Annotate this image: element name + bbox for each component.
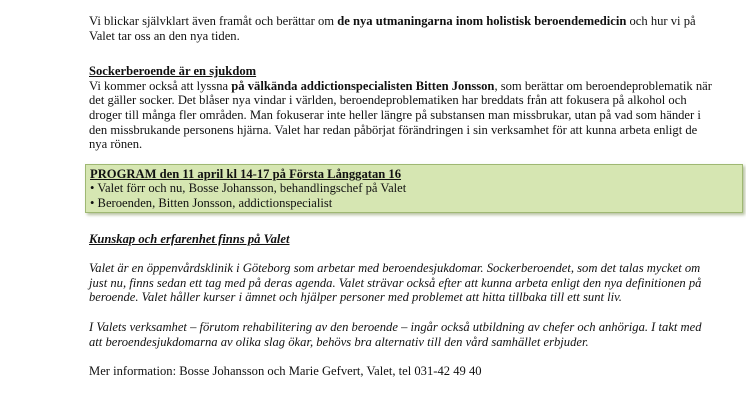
program-box <box>85 164 743 213</box>
press-release-content <box>89 14 714 402</box>
intro-bold-text: de nya utmaningarna inom holistisk beroendemedicin <box>337 14 627 28</box>
sugar-heading: Sockerberoende är en sjukdom <box>89 64 257 79</box>
knowledge-heading: Kunskap och erfarenhet finns på Valet <box>89 231 290 246</box>
sugar-text-after: , som berättar om beroendeproblematik när det gäller socker. Det blåser nya vindar i världen, beroendeproblematiken har breddats från att fokusera på alkohol och droger till många fler områden. Man fokuserar inte heller längre på substansen man missbrukar, utan på vad som händer i den missbrukande personens hjärna. Valet har redan påbörjat förändringen i sin verksamhet för att kunna arbeta enligt de nya rönen. <box>89 78 712 152</box>
program-item: • Valet förr och nu, Bosse Johansson, behandlingschef på Valet <box>90 181 407 196</box>
intro-text-after: och hur vi på Valet tar oss an den nya tiden. <box>89 14 696 43</box>
program-item: • Beroenden, Bitten Jonsson, addictionspecialist <box>90 195 333 210</box>
sugar-section <box>89 64 714 152</box>
intro-text-before: Vi blickar självklart även framåt och berättar om <box>89 14 338 28</box>
contact-info: Mer information: Bosse Johansson och Marie Gefvert, Valet, tel 031-42 49 40 <box>89 364 482 379</box>
program-title: PROGRAM den 11 april kl 14-17 på Första Långgatan 16 <box>90 166 402 181</box>
intro-paragraph <box>89 14 714 43</box>
sugar-bold-text: på välkända addictionspecialisten Bitten Jonsson <box>231 78 495 93</box>
cut-off-link[interactable] <box>89 394 714 402</box>
sugar-text-before: Vi kommer också att lyssna <box>89 78 232 93</box>
knowledge-paragraph-1: Valet är en öppenvårdsklinik i Göteborg som arbetar med beroendesjukdomar. Sockerberoendet, som det talas mycket om just nu, finns sedan ett tag med på deras agenda. Valet strävar också efter att kunna arbeta enligt den nya definitionen på beroende. Valet håller kurser i ämnet och hjälper personer med problemet att hitta tillbaka till ett sunt liv. <box>89 261 702 305</box>
knowledge-paragraph-2: I Valets verksamhet – förutom rehabilitering av den beroende – ingår också utbildning av chefer och anhöriga. I takt med att beroendesjukdomarna av olika slag ökar, behövs bra alternativ till den vård samhället erbjuder. <box>89 319 702 349</box>
